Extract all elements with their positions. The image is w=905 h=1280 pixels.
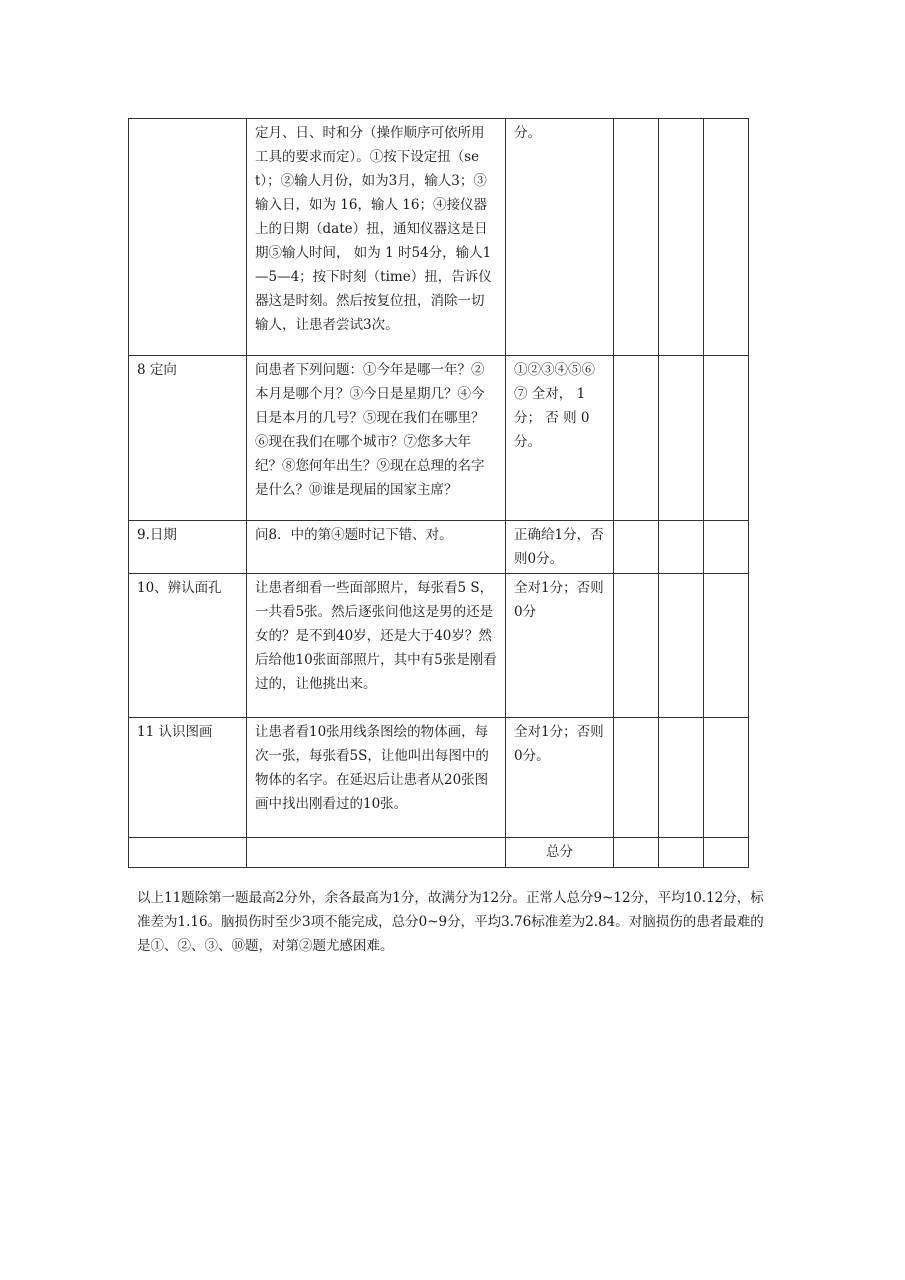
blank-cell (614, 838, 659, 868)
blank-cell (704, 574, 749, 718)
blank-cell (129, 838, 247, 868)
total-row (129, 838, 749, 868)
blank-cell (659, 574, 704, 718)
score-cell: 全对1分；否则0分。 (506, 718, 614, 838)
table-row (129, 574, 749, 718)
blank-cell (704, 356, 749, 521)
score-cell: 分。 (506, 119, 614, 356)
score-table (128, 118, 749, 868)
blank-cell (704, 838, 749, 868)
score-cell: 全对1分；否则0分 (506, 574, 614, 718)
blank-cell (614, 521, 659, 574)
method-cell: 定月、日、时和分（操作顺序可依所用工具的要求而定）。①按下设定扭（set）；②输人月份，如为3月，输人3；③输入日，如为 16，输人 16；④接仪器上的日期（date）扭，通知仪器这是日期⑤输人时间， 如为 1 时54分，输人1—5—4；按下时刻（time）扭，告诉仪器这是时刻。然后按复位扭，消除一切输人，让患者尝试3次。 (247, 119, 506, 356)
score-cell: ①②③④⑤⑥⑦ 全对， 1 分； 否 则 0 分。 (506, 356, 614, 521)
blank-cell (247, 838, 506, 868)
item-cell (129, 119, 247, 356)
method-cell: 问患者下列问题：①今年是哪一年？②本月是哪个月？③今日是星期几？④今日是本月的几号？⑤现在我们在哪里？⑥现在我们在哪个城市？⑦您多大年纪？⑧您何年出生？⑨现在总理的名字是什么？⑩谁是现届的国家主席？ (247, 356, 506, 521)
blank-cell (704, 521, 749, 574)
score-cell: 正确给1分，否则0分。 (506, 521, 614, 574)
item-cell: 9.日期 (129, 521, 247, 574)
total-label: 总分 (506, 838, 614, 868)
scoring-note: 以上11题除第一题最高2分外，余各最高为1分，故满分为12分。正常人总分9~12分，平均10.12分，标准差为1.16。脑损伤时至少3项不能完成，总分0~9分，平均3.76标准差为2.84。对脑损伤的患者最难的是①、②、③、⑩题，对第②题尤感困难。 (137, 890, 764, 954)
blank-cell (659, 521, 704, 574)
blank-cell (614, 356, 659, 521)
item-cell: 8 定向 (129, 356, 247, 521)
item-cell: 11 认识图画 (129, 718, 247, 838)
item-cell: 10、辨认面孔 (129, 574, 247, 718)
blank-cell (704, 119, 749, 356)
method-cell: 问8．中的第④题时记下错、对。 (247, 521, 506, 574)
blank-cell (659, 718, 704, 838)
table-row (129, 521, 749, 574)
blank-cell (659, 356, 704, 521)
method-cell: 让患者看10张用线条图绘的物体画，每次一张，每张看5S，让他叫出每图中的物体的名字。在延迟后让患者从20张图画中找出刚看过的10张。 (247, 718, 506, 838)
table-row (129, 119, 749, 356)
blank-cell (614, 718, 659, 838)
blank-cell (659, 838, 704, 868)
blank-cell (614, 119, 659, 356)
blank-cell (614, 574, 659, 718)
table-row (129, 356, 749, 521)
table-row (129, 718, 749, 838)
blank-cell (659, 119, 704, 356)
method-cell: 让患者细看一些面部照片，每张看5 S，一共看5张。然后逐张问他这是男的还是女的？是不到40岁，还是大于40岁？然后给他10张面部照片，其中有5张是刚看过的，让他挑出来。 (247, 574, 506, 718)
blank-cell (704, 718, 749, 838)
